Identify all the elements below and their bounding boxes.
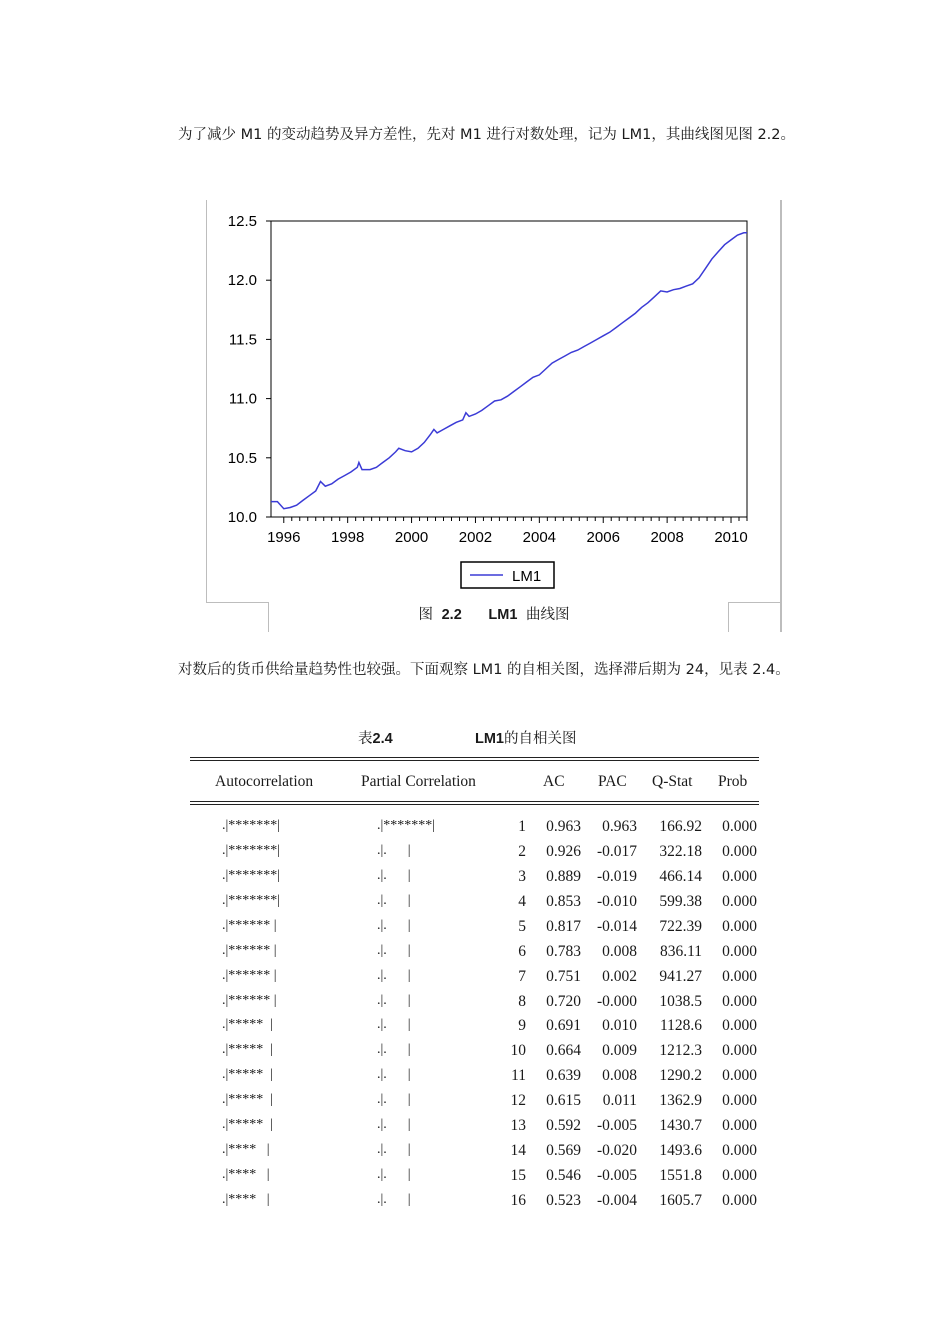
cell-q-stat: 599.38 xyxy=(659,892,702,910)
cell-partial-correlation-bar: .|. | xyxy=(377,942,411,958)
lm1-line-chart xyxy=(206,200,782,600)
cell-prob: 0.000 xyxy=(722,1067,757,1085)
y-tick-label: 11.0 xyxy=(228,390,257,408)
cell-prob: 0.000 xyxy=(722,818,757,835)
cell-partial-correlation-bar: .|. | xyxy=(377,1142,411,1158)
cell-lag: 1 xyxy=(518,818,526,835)
cell-lag: 14 xyxy=(510,1142,526,1160)
cell-prob: 0.000 xyxy=(722,1142,757,1160)
cell-prob: 0.000 xyxy=(722,917,757,935)
cell-q-stat: 1290.2 xyxy=(659,1067,702,1085)
cell-partial-correlation-bar: .|. | xyxy=(377,967,411,983)
x-tick-label: 2004 xyxy=(522,529,557,546)
cell-partial-correlation-bar: .|. | xyxy=(377,1191,411,1207)
cell-ac: 0.889 xyxy=(546,867,581,885)
cell-lag: 7 xyxy=(518,967,526,985)
cell-ac: 0.592 xyxy=(546,1117,581,1135)
x-tick-label: 2008 xyxy=(650,529,684,546)
table-top-rule-2 xyxy=(190,760,759,761)
cell-ac: 0.691 xyxy=(546,1017,581,1035)
cell-pac: 0.010 xyxy=(602,1017,637,1035)
cell-autocorrelation-bar: .|*******| xyxy=(222,842,281,858)
cell-q-stat: 1362.9 xyxy=(659,1092,702,1110)
cell-pac: -0.017 xyxy=(596,842,637,860)
cell-q-stat: 1212.3 xyxy=(659,1042,702,1060)
cell-pac: -0.014 xyxy=(596,917,637,935)
cell-partial-correlation-bar: .|. | xyxy=(377,867,411,883)
cell-q-stat: 1551.8 xyxy=(659,1167,702,1185)
x-tick-label: 2000 xyxy=(394,529,429,546)
cell-ac: 0.853 xyxy=(546,892,581,910)
table-top-rule xyxy=(190,757,759,758)
table-header-rule-2 xyxy=(190,804,759,805)
cell-prob: 0.000 xyxy=(722,942,757,960)
cell-partial-correlation-bar: .|. | xyxy=(377,842,411,858)
cell-autocorrelation-bar: .|**** | xyxy=(222,1167,270,1183)
cell-prob: 0.000 xyxy=(722,1042,757,1060)
cell-q-stat: 941.27 xyxy=(659,967,702,985)
header-prob: Prob xyxy=(718,773,748,790)
cell-prob: 0.000 xyxy=(722,867,757,885)
cell-q-stat: 466.14 xyxy=(659,867,702,885)
cell-q-stat: 1493.6 xyxy=(659,1142,702,1160)
cell-q-stat: 322.18 xyxy=(659,842,702,860)
cell-q-stat: 836.11 xyxy=(659,942,702,960)
cell-pac: -0.005 xyxy=(596,1117,637,1135)
cell-lag: 16 xyxy=(510,1191,526,1209)
cell-partial-correlation-bar: .|. | xyxy=(377,1042,411,1058)
cell-pac: -0.020 xyxy=(596,1142,637,1160)
cell-lag: 6 xyxy=(518,942,526,960)
x-tick-label: 2002 xyxy=(458,529,493,546)
y-tick-label: 12.5 xyxy=(227,213,257,230)
table-title-series: LM1 xyxy=(475,731,504,747)
cell-autocorrelation-bar: .|*******| xyxy=(222,892,281,908)
cell-q-stat: 166.92 xyxy=(659,818,702,835)
cell-lag: 15 xyxy=(510,1167,526,1185)
cell-partial-correlation-bar: .|. | xyxy=(377,917,411,933)
table-title-number: 2.4 xyxy=(372,731,393,747)
cell-lag: 11 xyxy=(511,1067,526,1085)
table-header-rule xyxy=(190,801,759,802)
cell-autocorrelation-bar: .|*******| xyxy=(222,867,281,883)
cell-autocorrelation-bar: .|***** | xyxy=(222,1092,274,1108)
cell-ac: 0.569 xyxy=(546,1142,581,1160)
cell-ac: 0.615 xyxy=(546,1092,581,1110)
cell-lag: 9 xyxy=(518,1017,526,1035)
figure-caption-prefix: 图 xyxy=(418,607,433,623)
y-tick-label: 11.5 xyxy=(228,331,257,349)
cell-q-stat: 722.39 xyxy=(659,917,702,935)
cell-autocorrelation-bar: .|****** | xyxy=(222,942,277,958)
cell-lag: 5 xyxy=(518,917,526,935)
cell-autocorrelation-bar: .|****** | xyxy=(222,967,277,983)
cell-q-stat: 1038.5 xyxy=(659,992,702,1010)
header-ac: AC xyxy=(543,773,565,790)
cell-pac: 0.009 xyxy=(602,1042,637,1060)
cell-partial-correlation-bar: .|. | xyxy=(377,1117,411,1133)
x-tick-label: 1996 xyxy=(267,529,301,546)
cell-prob: 0.000 xyxy=(722,1092,757,1110)
cell-pac: 0.011 xyxy=(602,1092,637,1110)
legend-label: LM1 xyxy=(512,568,542,585)
cell-prob: 0.000 xyxy=(722,967,757,985)
cell-ac: 0.664 xyxy=(546,1042,581,1060)
cell-prob: 0.000 xyxy=(722,842,757,860)
cell-q-stat: 1128.6 xyxy=(659,1017,702,1035)
cell-prob: 0.000 xyxy=(722,1117,757,1135)
cell-ac: 0.720 xyxy=(546,992,581,1010)
cell-prob: 0.000 xyxy=(722,1167,757,1185)
paragraph-acf: 对数后的货币供给量趋势性也较强。下面观察 LM1 的自相关图，选择滞后期为 24，见表 2.4。 xyxy=(178,662,790,678)
x-tick-label: 2010 xyxy=(714,529,748,546)
cell-ac: 0.817 xyxy=(546,917,581,935)
cell-lag: 4 xyxy=(518,892,526,910)
cell-autocorrelation-bar: .|***** | xyxy=(222,1017,274,1033)
cell-prob: 0.000 xyxy=(722,992,757,1010)
figure-caption-number: 2.2 xyxy=(441,607,462,623)
cell-lag: 2 xyxy=(518,842,526,860)
x-tick-label: 1998 xyxy=(330,529,365,546)
cell-partial-correlation-bar: .|*******| xyxy=(377,818,436,833)
cell-pac: 0.008 xyxy=(602,1067,637,1085)
x-tick-label: 2006 xyxy=(586,529,620,546)
paragraph-intro: 为了减少 M1 的变动趋势及异方差性，先对 M1 进行对数处理，记为 LM1，其曲线图见图 2.2。 xyxy=(178,127,795,143)
figure-caption xyxy=(206,603,782,624)
cell-autocorrelation-bar: .|***** | xyxy=(222,1042,274,1058)
cell-pac: -0.019 xyxy=(596,867,637,885)
cell-ac: 0.963 xyxy=(546,818,581,835)
cell-lag: 10 xyxy=(510,1042,526,1060)
cell-q-stat: 1605.7 xyxy=(659,1191,702,1209)
cell-autocorrelation-bar: .|**** | xyxy=(222,1191,270,1207)
cell-ac: 0.926 xyxy=(546,842,581,860)
cell-pac: 0.002 xyxy=(602,967,637,985)
cell-pac: -0.010 xyxy=(596,892,637,910)
cell-autocorrelation-bar: .|*******| xyxy=(222,818,281,833)
table-title-label xyxy=(475,727,577,748)
plot-area-border xyxy=(271,221,747,517)
table-title-text: 的自相关图 xyxy=(504,731,577,747)
cell-prob: 0.000 xyxy=(722,1191,757,1209)
cell-ac: 0.546 xyxy=(546,1167,581,1185)
cell-lag: 3 xyxy=(518,867,526,885)
cell-autocorrelation-bar: .|***** | xyxy=(222,1117,274,1133)
cell-autocorrelation-bar: .|**** | xyxy=(222,1142,270,1158)
cell-pac: 0.963 xyxy=(602,818,637,835)
cell-autocorrelation-bar: .|****** | xyxy=(222,992,277,1008)
table-title-prefix: 表 xyxy=(358,731,373,747)
cell-ac: 0.751 xyxy=(546,967,581,985)
cell-autocorrelation-bar: .|****** | xyxy=(222,917,277,933)
cell-prob: 0.000 xyxy=(722,892,757,910)
cell-lag: 12 xyxy=(510,1092,526,1110)
series-line-lm1 xyxy=(271,233,747,509)
figure-2-2 xyxy=(206,200,782,632)
y-tick-label: 12.0 xyxy=(227,272,257,290)
cell-ac: 0.523 xyxy=(546,1191,581,1209)
cell-ac: 0.783 xyxy=(546,942,581,960)
y-tick-label: 10.5 xyxy=(227,449,257,467)
cell-pac: -0.004 xyxy=(596,1191,637,1209)
cell-pac: 0.008 xyxy=(602,942,637,960)
header-q-stat: Q-Stat xyxy=(652,773,693,790)
cell-pac: -0.000 xyxy=(596,992,637,1010)
cell-lag: 13 xyxy=(510,1117,526,1135)
y-tick-label: 10.0 xyxy=(227,509,257,526)
cell-autocorrelation-bar: .|***** | xyxy=(222,1067,274,1083)
cell-pac: -0.005 xyxy=(596,1167,637,1185)
header-pac: PAC xyxy=(598,773,627,790)
cell-q-stat: 1430.7 xyxy=(659,1117,702,1135)
cell-ac: 0.639 xyxy=(546,1067,581,1085)
cell-partial-correlation-bar: .|. | xyxy=(377,1092,411,1108)
header-autocorrelation: Autocorrelation xyxy=(215,773,314,790)
cell-partial-correlation-bar: .|. | xyxy=(377,1067,411,1083)
cell-prob: 0.000 xyxy=(722,1017,757,1035)
figure-caption-text: 曲线图 xyxy=(526,607,570,623)
cell-partial-correlation-bar: .|. | xyxy=(377,1017,411,1033)
cell-lag: 8 xyxy=(518,992,526,1010)
cell-partial-correlation-bar: .|. | xyxy=(377,1167,411,1183)
cell-partial-correlation-bar: .|. | xyxy=(377,892,411,908)
table-title xyxy=(358,727,577,748)
figure-caption-series: LM1 xyxy=(488,607,518,623)
cell-partial-correlation-bar: .|. | xyxy=(377,992,411,1008)
header-partial-correlation: Partial Correlation xyxy=(361,773,476,790)
